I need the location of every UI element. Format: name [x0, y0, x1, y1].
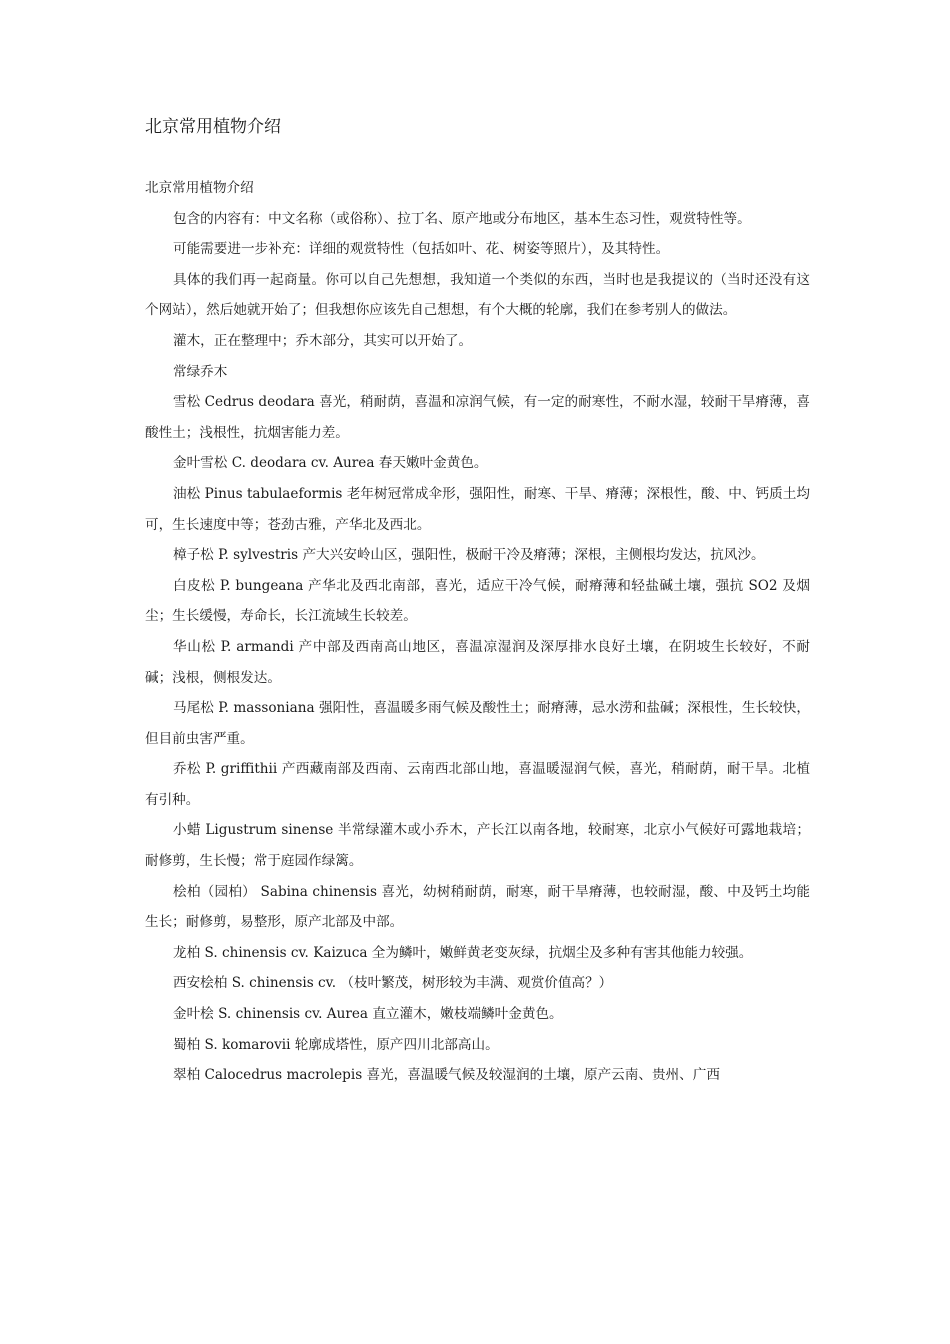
document-title: 北京常用植物介绍 — [145, 117, 281, 137]
paragraph: 可能需要进一步补充：详细的观赏特性（包括如叶、花、树姿等照片），及其特性。 — [173, 241, 670, 258]
plant-entry: 西安桧柏 S. chinensis cv. （枝叶繁茂，树形较为丰满、观赏价值高？） — [173, 975, 613, 992]
document-body — [145, 173, 810, 1091]
plant-entry: 蜀柏 S. komarovii 轮廓成塔性，原产四川北部高山。 — [173, 1036, 499, 1053]
plant-entry: 白皮松 P. bungeana 产华北及西北南部，喜光，适应干冷气候，耐瘠薄和轻盐碱土壤，强抗 SO2 及烟尘；生长缓慢，寿命长，长江流域生长较差。 — [145, 577, 810, 625]
paragraph: 灌木，正在整理中；乔木部分，其实可以开始了。 — [173, 332, 473, 349]
paragraph: 具体的我们再一起商量。你可以自己先想想，我知道一个类似的东西，当时也是我提议的（当时还没有这个网站），然后她就开始了；但我想你应该先自己想想，有个大概的轮廓，我们在参考别人的做法。 — [145, 271, 810, 319]
plant-entry: 樟子松 P. sylvestris 产大兴安岭山区，强阳性，极耐干冷及瘠薄；深根，主侧根均发达，抗风沙。 — [173, 547, 765, 564]
plant-entry: 金叶雪松 C. deodara cv. Aurea 春天嫩叶金黄色。 — [173, 455, 488, 472]
plant-entry: 小蜡 Ligustrum sinense 半常绿灌木或小乔木，产长江以南各地，较耐寒，北京小气候好可露地栽培；耐修剪，生长慢；常于庭园作绿篱。 — [145, 822, 810, 870]
plant-entry: 马尾松 P. massoniana 强阳性，喜温暖多雨气候及酸性土；耐瘠薄，忌水涝和盐碱；深根性，生长较快，但目前虫害严重。 — [145, 700, 810, 747]
plant-entry: 桧柏（园柏） Sabina chinensis 喜光，幼树稍耐荫，耐寒，耐干旱瘠薄，也较耐湿，酸、中及钙土均能生长；耐修剪，易整形，原产北部及中部。 — [145, 883, 810, 931]
plant-entry: 油松 Pinus tabulaeformis 老年树冠常成伞形，强阳性，耐寒、干旱、瘠薄；深根性，酸、中、钙质土均可，生长速度中等；苍劲古雅，产华北及西北。 — [145, 485, 810, 533]
plant-entry: 雪松 Cedrus deodara 喜光，稍耐荫，喜温和凉润气候，有一定的耐寒性，不耐水湿，较耐干旱瘠薄，喜酸性土；浅根性，抗烟害能力差。 — [145, 394, 810, 441]
category-heading: 常绿乔木 — [173, 363, 228, 380]
plant-entry: 金叶桧 S. chinensis cv. Aurea 直立灌木，嫩枝端鳞叶金黄色。 — [173, 1006, 563, 1023]
paragraph: 包含的内容有：中文名称（或俗称）、拉丁名、原产地或分布地区，基本生态习性，观赏特性等。 — [173, 210, 751, 227]
plant-entry: 翠柏 Calocedrus macrolepis 喜光，喜温暖气候及较湿润的土壤，原产云南、贵州、广西 — [173, 1067, 720, 1084]
plant-entry: 乔松 P. griffithii 产西藏南部及西南、云南西北部山地，喜温暖湿润气候，喜光，稍耐荫，耐干旱。北植有引种。 — [145, 761, 810, 808]
plant-entry: 华山松 P. armandi 产中部及西南高山地区，喜温凉湿润及深厚排水良好土壤，在阴坡生长较好，不耐碱；浅根，侧根发达。 — [145, 638, 810, 686]
plant-entry: 龙柏 S. chinensis cv. Kaizuca 全为鳞叶，嫩鲜黄老变灰绿，抗烟尘及多种有害其他能力较强。 — [173, 944, 753, 961]
section-title: 北京常用植物介绍 — [145, 180, 254, 196]
